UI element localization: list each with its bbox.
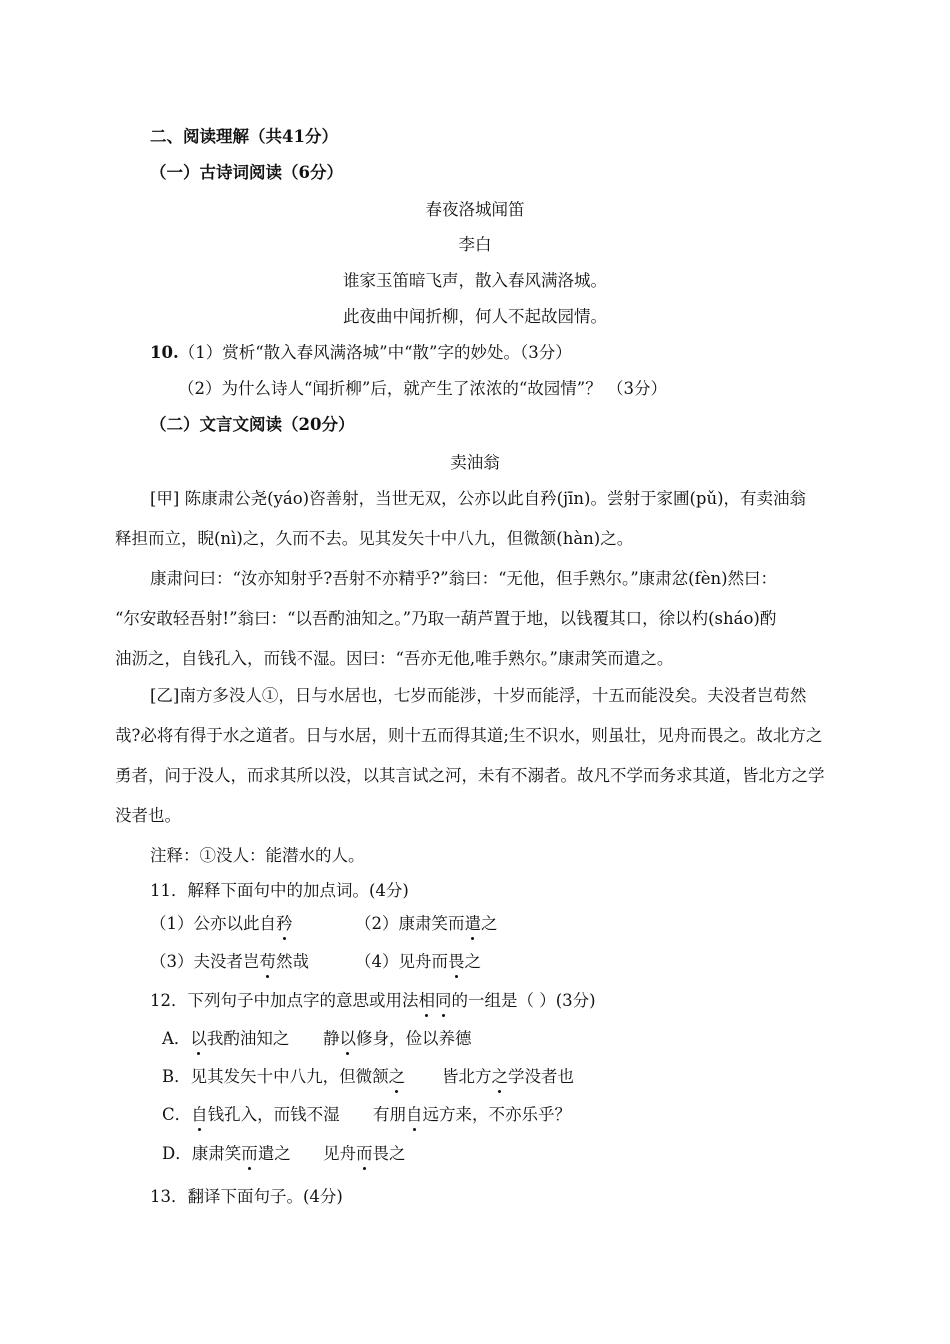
option-text: 修身，俭以养德 bbox=[356, 1029, 472, 1048]
part2-heading: （二）文言文阅读（20分） bbox=[150, 415, 355, 434]
question-12-option-compare bbox=[323, 1143, 406, 1165]
option-text: 有朋 bbox=[373, 1105, 406, 1124]
annotation-note: 注释：①没人：能潜水的人。 bbox=[150, 846, 365, 865]
poem-title: 春夜洛城闻笛 bbox=[425, 200, 525, 219]
emphasis-dot bbox=[346, 1052, 349, 1055]
emphasis-dot bbox=[455, 975, 458, 978]
option-text: 遣之 bbox=[257, 1144, 291, 1163]
essay-line: 没者也。 bbox=[115, 806, 181, 825]
emphasis-dot bbox=[363, 1167, 366, 1170]
dotted-char: 以 bbox=[190, 1029, 207, 1048]
dotted-character bbox=[448, 951, 465, 973]
essay-title: 卖油翁 bbox=[450, 453, 500, 472]
stem-text: 12．下列句子中加点字的意思或用法 bbox=[150, 991, 419, 1010]
essay-line: 哉?必将有得于水之道者。日与水居，则十五而得其道;生不识水，则虽壮，见舟而畏之。故北方之 bbox=[115, 726, 823, 745]
part1-heading: （一）古诗词阅读（6分） bbox=[150, 163, 343, 182]
emphasis-dot bbox=[266, 975, 269, 978]
dotted-character bbox=[406, 1104, 423, 1126]
dotted-character bbox=[340, 1028, 357, 1050]
dotted-char: 自 bbox=[406, 1105, 423, 1124]
dotted-character bbox=[260, 951, 277, 973]
option-text: 皆北方 bbox=[442, 1067, 492, 1086]
emphasis-dot bbox=[395, 1090, 398, 1093]
dotted-char: 之 bbox=[491, 1067, 508, 1086]
dotted-char: 苟 bbox=[259, 952, 276, 971]
question-10-part-2: （2）为什么诗人“闻折柳”后，就产生了浓浓的“故园情”？ （3分） bbox=[178, 379, 667, 398]
dotted-character bbox=[356, 1143, 373, 1165]
question-12-option bbox=[162, 1143, 291, 1165]
dotted-char: 而 bbox=[241, 1144, 258, 1163]
dotted-char: 畏 bbox=[448, 952, 465, 971]
item-text: （3）夫没者岂 bbox=[150, 952, 260, 971]
essay-line: [乙]南方多没人①，日与水居也，七岁而能涉，十岁而能浮，十五而能没矣。夫没者岂苟然 bbox=[150, 686, 807, 705]
option-text: 钱孔入，而钱不湿 bbox=[207, 1105, 340, 1124]
question-11-item bbox=[355, 913, 498, 935]
question-10-number: 10. bbox=[150, 343, 179, 362]
option-text: C． bbox=[162, 1105, 192, 1124]
question-12-option-compare bbox=[323, 1028, 472, 1050]
question-11-item bbox=[150, 913, 293, 935]
option-text: 我酌油知之 bbox=[206, 1029, 290, 1048]
option-text: D．康肃笑 bbox=[162, 1144, 242, 1163]
question-11-item bbox=[355, 951, 481, 973]
dotted-character bbox=[276, 913, 293, 935]
essay-line: “尔安敢轻吾射!”翁曰：“以吾酌油知之。”乃取一葫芦置于地，以钱覆其口，徐以杓(sháo)酌 bbox=[115, 609, 777, 628]
item-text: （1）公亦以此自 bbox=[150, 914, 276, 933]
dotted-char: 矜 bbox=[276, 914, 293, 933]
dotted-character bbox=[435, 990, 452, 1012]
question-12-option-compare bbox=[442, 1066, 574, 1088]
question-12-option bbox=[162, 1104, 340, 1126]
emphasis-dot bbox=[198, 1128, 201, 1131]
dotted-char: 以 bbox=[339, 1029, 356, 1048]
poem-line-1: 谁家玉笛暗飞声，散入春风满洛城。 bbox=[343, 271, 607, 290]
emphasis-dot bbox=[471, 937, 474, 940]
item-text: 之 bbox=[464, 952, 481, 971]
option-text: 畏之 bbox=[372, 1144, 406, 1163]
dotted-character bbox=[241, 1143, 258, 1165]
emphasis-dot bbox=[197, 1052, 200, 1055]
emphasis-dot bbox=[442, 1014, 445, 1017]
section-heading: 二、阅读理解（共41分） bbox=[150, 127, 338, 146]
dotted-character bbox=[419, 990, 436, 1012]
dotted-character bbox=[465, 913, 482, 935]
dotted-character bbox=[191, 1104, 208, 1126]
question-12-option-compare bbox=[373, 1104, 571, 1126]
emphasis-dot bbox=[248, 1167, 251, 1170]
item-text: 之 bbox=[481, 914, 498, 933]
dotted-character bbox=[389, 1066, 406, 1088]
dotted-character bbox=[190, 1028, 207, 1050]
poem-author: 李白 bbox=[458, 235, 492, 254]
essay-line: 油沥之，自钱孔入，而钱不湿。因曰：“吾亦无他,唯手熟尔。”康肃笑而遣之。 bbox=[115, 649, 674, 668]
item-text: （2）康肃笑而 bbox=[355, 914, 465, 933]
question-11-item bbox=[150, 951, 309, 973]
emphasis-dot bbox=[283, 937, 286, 940]
option-text: 静 bbox=[323, 1029, 340, 1048]
option-text: 见舟 bbox=[323, 1144, 356, 1163]
essay-line: [甲] 陈康肃公尧(yáo)咨善射，当世无双，公亦以此自矜(jīn)。尝射于家圃(pǔ)，有卖油翁 bbox=[150, 489, 807, 508]
essay-line: 康肃问曰：“汝亦知射乎?吾射不亦精乎?”翁曰：“无他，但手熟尔。”康肃忿(fèn)然曰： bbox=[150, 569, 778, 588]
emphasis-dot bbox=[498, 1090, 501, 1093]
dotted-character bbox=[492, 1066, 509, 1088]
essay-line: 勇者，问于没人，而求其所以没，以其言试之河，未有不溺者。故凡不学而务求其道，皆北方之学 bbox=[115, 766, 825, 785]
item-text: （4）见舟而 bbox=[355, 952, 448, 971]
question-12-stem bbox=[150, 990, 596, 1012]
dotted-char: 相 bbox=[418, 991, 435, 1010]
question-10-text-1: （1）赏析“散入春风满洛城”中“散”字的妙处。（3分） bbox=[178, 343, 572, 362]
dotted-char: 遣 bbox=[464, 914, 481, 933]
essay-line: 释担而立，睨(nì)之，久而不去。见其发矢十中八九，但微颔(hàn)之。 bbox=[115, 529, 634, 548]
option-text: 远方来，不亦乐乎？ bbox=[422, 1105, 571, 1124]
dotted-char: 之 bbox=[388, 1067, 406, 1086]
question-12-option bbox=[162, 1028, 289, 1050]
dotted-char: 同 bbox=[435, 991, 452, 1010]
option-text: B．见其发矢十中八九，但微颔 bbox=[162, 1067, 389, 1086]
question-11-stem: 11．解释下面句中的加点词。(4分) bbox=[150, 881, 409, 900]
question-12-option bbox=[162, 1066, 405, 1088]
dotted-char: 而 bbox=[356, 1144, 373, 1163]
stem-text: 的一组是（ ）(3分) bbox=[451, 991, 596, 1010]
emphasis-dot bbox=[413, 1128, 416, 1131]
option-text: 学没者也 bbox=[508, 1067, 574, 1086]
emphasis-dot bbox=[425, 1014, 428, 1017]
question-10-part-1 bbox=[150, 342, 572, 364]
option-text: A． bbox=[162, 1029, 191, 1048]
poem-line-2: 此夜曲中闻折柳，何人不起故园情。 bbox=[343, 307, 607, 326]
item-text: 然哉 bbox=[276, 952, 309, 971]
dotted-char: 自 bbox=[191, 1105, 208, 1124]
question-13-stem: 13．翻译下面句子。(4分) bbox=[150, 1187, 343, 1206]
